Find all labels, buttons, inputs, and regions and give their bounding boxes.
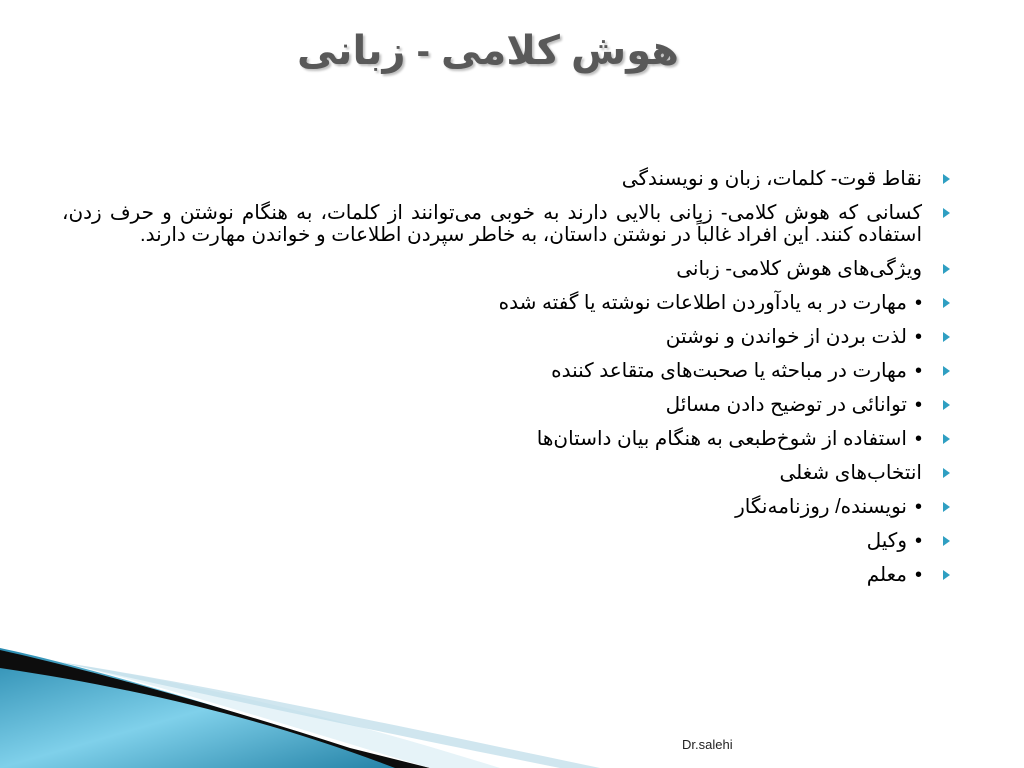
bullet-text: لذت بردن از خواندن و نوشتن	[665, 326, 907, 348]
arrow-bullet-icon	[943, 332, 950, 342]
bullet-text: مهارت در مباحثه یا صحبت‌های متقاعد کننده	[551, 360, 907, 382]
sub-bullet-item	[62, 428, 960, 450]
bullet-text: کسانی که هوش کلامی- زبانی بالایی دارند به خوبی می‌توانند از کلمات، به هنگام نوشتن و حرف زدن، استفاده کنند. این افراد غالباً در نوشتن داستان، به خاطر سپردن اطلاعات و خواندن مهارت دارند.	[62, 202, 922, 246]
sub-bullet-item	[62, 496, 960, 518]
sub-bullet-item	[62, 564, 960, 586]
arrow-bullet-icon	[943, 174, 950, 184]
bullet-text: ویژگی‌های هوش کلامی- زبانی	[676, 258, 922, 280]
bullet-item	[62, 258, 960, 280]
sub-bullet-item	[62, 360, 960, 382]
arrow-bullet-icon	[943, 434, 950, 444]
bullet-text: استفاده از شوخ‌طبعی به هنگام بیان داستان‌ها	[536, 428, 907, 450]
arrow-bullet-icon	[943, 570, 950, 580]
dot-bullet-icon: •	[914, 394, 922, 416]
bullet-text: وکیل	[866, 530, 907, 552]
sub-bullet-item	[62, 292, 960, 314]
slide-title: هوش کلامی - زبانی	[296, 29, 680, 73]
bullet-item	[62, 462, 960, 484]
dot-bullet-icon: •	[914, 326, 922, 348]
dot-bullet-icon: •	[914, 530, 922, 552]
bullet-list	[62, 168, 960, 598]
dot-bullet-icon: •	[914, 360, 922, 382]
arrow-bullet-icon	[943, 298, 950, 308]
bullet-text: نویسنده/ روزنامه‌نگار	[735, 496, 907, 518]
dot-bullet-icon: •	[914, 292, 922, 314]
sub-bullet-item	[62, 530, 960, 552]
bullet-text: مهارت در به یادآوردن اطلاعات نوشته یا گفته شده	[498, 292, 907, 314]
arrow-bullet-icon	[943, 264, 950, 274]
sub-bullet-item	[62, 326, 960, 348]
arrow-bullet-icon	[943, 366, 950, 376]
bullet-text: انتخاب‌های شغلی	[779, 462, 922, 484]
bullet-text: نقاط قوت- کلمات، زبان و نویسندگی	[621, 168, 922, 190]
bullet-item	[62, 202, 960, 246]
footer-author: Dr.salehi	[682, 737, 733, 752]
arrow-bullet-icon	[943, 502, 950, 512]
dot-bullet-icon: •	[914, 496, 922, 518]
arrow-bullet-icon	[943, 400, 950, 410]
arrow-bullet-icon	[943, 536, 950, 546]
dot-bullet-icon: •	[914, 564, 922, 586]
sub-bullet-item	[62, 394, 960, 416]
arrow-bullet-icon	[943, 468, 950, 478]
bullet-item	[62, 168, 960, 190]
bullet-text: توانائی در توضیح دادن مسائل	[665, 394, 907, 416]
arrow-bullet-icon	[943, 208, 950, 218]
dot-bullet-icon: •	[914, 428, 922, 450]
bullet-text: معلم	[866, 564, 907, 586]
